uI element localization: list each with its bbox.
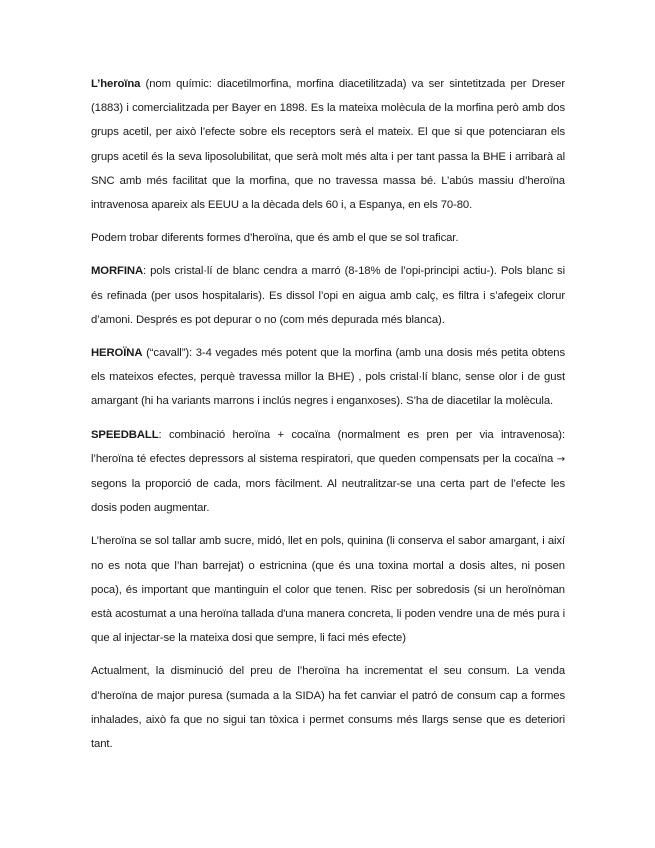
paragraph-text: Actualment, la disminució del preu de l’heroïna ha incrementat el seu consum. La venda d’heroïna de major puresa (sumada a la SIDA) ha fet canviar el patró de consum cap a formes inhalades, això fa que no sigui tan tòxica i permet consums més llargs sense que es deteriori tant.: [91, 665, 565, 751]
paragraph-cutting: [91, 529, 565, 650]
paragraph-speedball: [91, 423, 565, 521]
paragraph-text: segons la proporció de cada, mors fàcilment. Al neutralitzar-se una certa part de l’efecte les dosis poden augmentar.: [91, 478, 565, 515]
paragraph-morfina: [91, 259, 565, 332]
paragraph-text: Podem trobar diferents formes d’heroïna, que és amb el que se sol traficar.: [91, 232, 459, 245]
paragraph-text: L’heroïna se sol tallar amb sucre, midó, llet en pols, quinina (li conserva el sabor amargant, i així no es nota que l’han barrejat) o estricnina (que és una toxina mortal a dosis altes, ni posen poca), és important que mantinguin el color que tenen. Risc per sobredosis (si un heroïnòman està acostumat a una heroïna tallada d'una manera concreta, li poden vendre una de més pura i que al injectar-se la mateixa dosi que sempre, li faci més efecte): [91, 535, 565, 645]
paragraph-current: [91, 659, 565, 756]
term-heroina: L’heroïna: [91, 78, 141, 90]
arrow-right-icon: →: [556, 453, 565, 465]
paragraph-heroina: [91, 341, 565, 414]
paragraph-text: : combinació heroïna + cocaïna (normalment es pren per via intravenosa): l’heroïna té efectes depressors al sistema respiratori, que queden compensats per la cocaïna: [91, 428, 565, 465]
paragraph-text: : pols cristal·lí de blanc cendra a marró (8-18% de l’opi-principi actiu-). Pols blanc si és refinada (per usos hospitalaris). Es dissol l’opi en aigua amb calç, es filtra i s’afegeix clorur d’amoni. Després es pot depurar o no (com més depurada més blanca).: [91, 265, 565, 326]
term-morfina: MORFINA: [91, 265, 144, 278]
paragraph-forms: [91, 226, 565, 250]
term-speedball: SPEEDBALL: [91, 428, 159, 441]
paragraph-text: (“cavall”): 3-4 vegades més potent que la morfina (amb una dosis més petita obtens els mateixos efectes, perquè travessa millor la BHE) , pols cristal·lí blanc, sense olor i de gust amargant (hi ha variants marrons i inclús negres i enganxoses). S’ha de diacetilar la molècula.: [91, 347, 565, 408]
document-page: [91, 72, 565, 765]
term-heroina-form: HEROÏNA: [91, 347, 143, 360]
paragraph-heroina-intro: [91, 72, 565, 217]
paragraph-text: (nom químic: diacetilmorfina, morfina diacetilitzada) va ser sintetitzada per Dreser (1883) i comercialitzada per Bayer en 1898. Es la mateixa molècula de la morfina però amb dos grups acetil, per això l’efecte sobre els receptors serà el mateix. El que si que potenciaran els grups acetil és la seva liposolubilitat, que serà molt més alta i per tant passa la BHE i arribarà al SNC amb més facilitat que la morfina, que no travessa massa bé. L’abús massiu d’heroïna intravenosa apareix als EEUU a la dècada dels 60 i, a Espanya, en els 70-80.: [91, 78, 565, 212]
